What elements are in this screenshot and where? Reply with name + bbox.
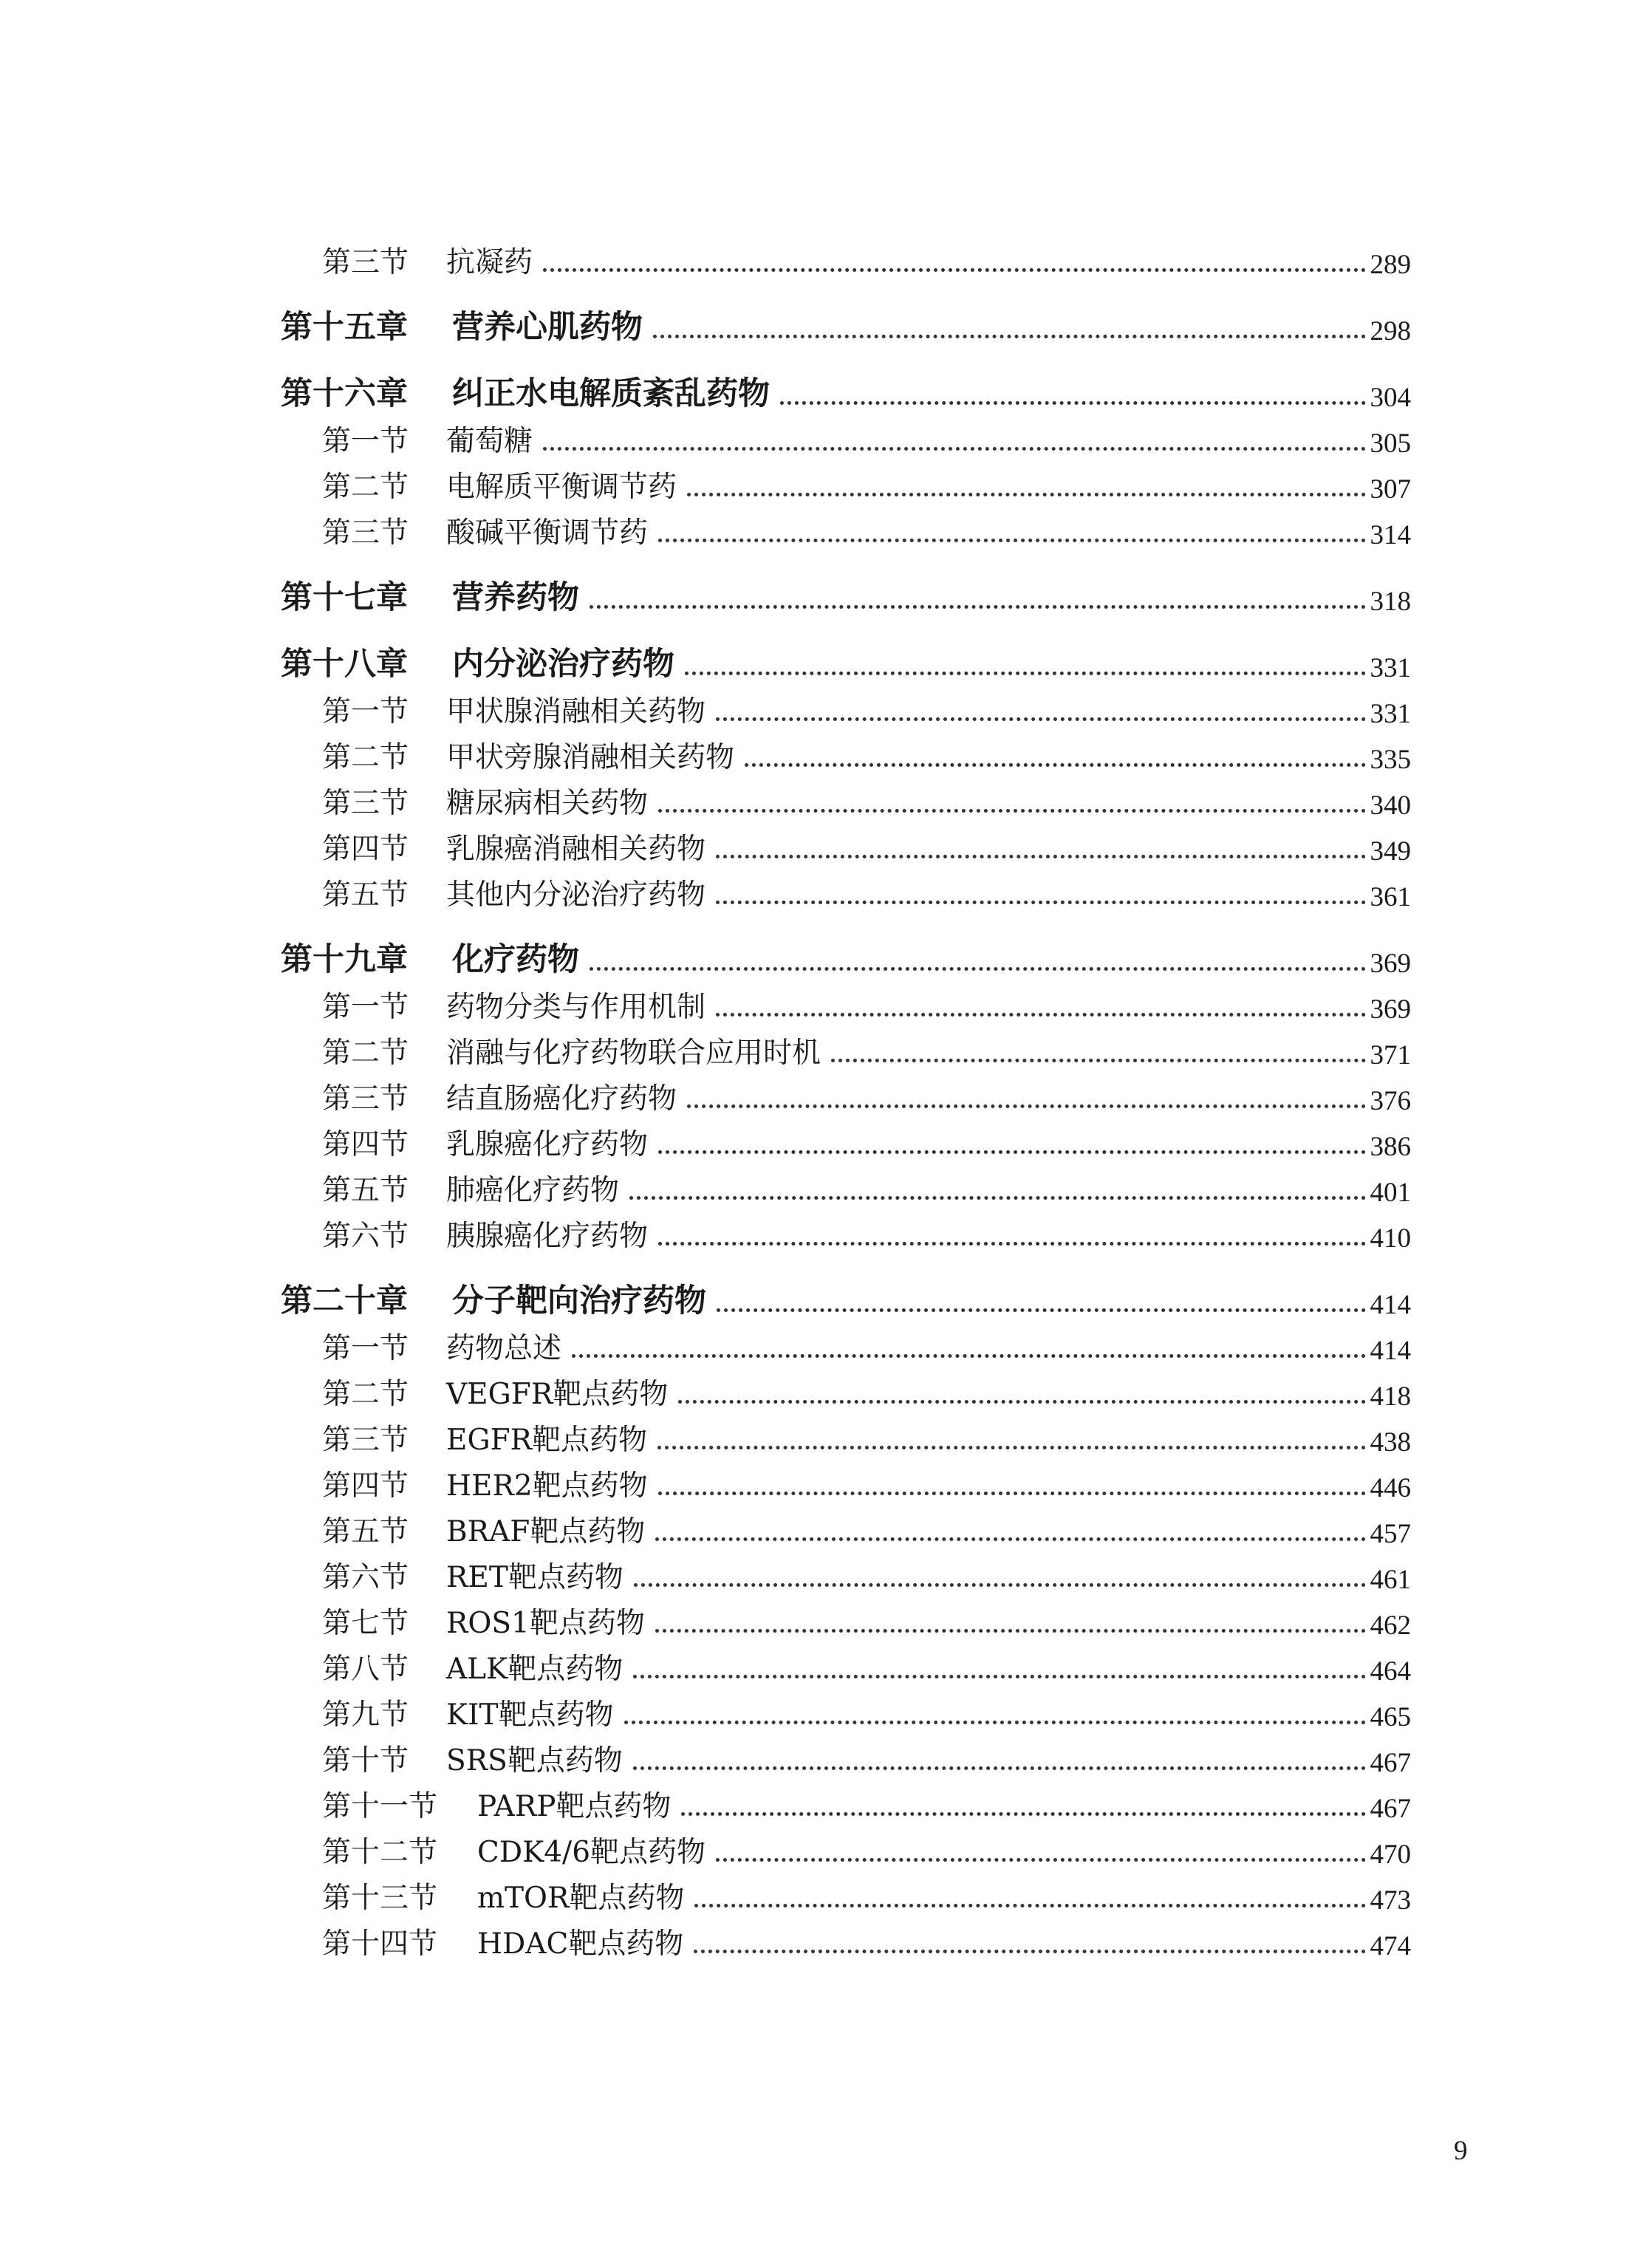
toc-section-entry[interactable] [281, 1733, 1411, 1779]
dot-leader [694, 1950, 1365, 1953]
dot-leader [716, 1858, 1365, 1862]
dot-leader [658, 1242, 1365, 1246]
toc-entry-page: 289 [1370, 250, 1411, 280]
toc-entry-number: 第四节 [322, 833, 409, 866]
toc-entry-page: 462 [1370, 1611, 1411, 1641]
toc-entry-page: 474 [1370, 1931, 1411, 1961]
toc-entry-title: 营养药物 [452, 579, 579, 616]
toc-entry-page: 467 [1370, 1794, 1411, 1824]
toc-entry-page: 438 [1370, 1427, 1411, 1458]
toc-entry-number: 第十七章 [281, 579, 408, 616]
toc-entry-page: 461 [1370, 1565, 1411, 1595]
dot-leader [716, 855, 1365, 858]
toc-entry-number: 第五节 [322, 1515, 409, 1548]
toc-entry-number: 第二节 [322, 1036, 409, 1070]
dot-leader [658, 539, 1365, 542]
toc-entry-title: ALK靶点药物 [446, 1653, 623, 1686]
toc-chapter-entry[interactable] [281, 301, 1411, 347]
toc-entry-title: 胰腺癌化疗药物 [446, 1220, 649, 1253]
dot-leader [681, 1812, 1365, 1816]
toc-entry-title: 甲状旁腺消融相关药物 [446, 741, 735, 774]
dot-leader [658, 1492, 1366, 1495]
toc-entry-number: 第十九章 [281, 941, 408, 978]
toc-entry-number: 第三节 [322, 1082, 409, 1116]
dot-leader [655, 1629, 1366, 1633]
toc-section-entry[interactable] [281, 1071, 1411, 1117]
toc-section-entry[interactable] [281, 1163, 1411, 1209]
toc-entry-page: 371 [1370, 1040, 1411, 1070]
dot-leader [653, 335, 1366, 338]
toc-entry-title: 肺癌化疗药物 [446, 1174, 620, 1207]
toc-entry-page: 361 [1370, 882, 1411, 912]
toc-chapter-entry[interactable] [281, 934, 1411, 980]
dot-leader [657, 1446, 1365, 1449]
toc-entry-number: 第九节 [322, 1698, 409, 1732]
toc-section-entry[interactable] [281, 460, 1411, 505]
toc-entry-page: 331 [1370, 699, 1411, 729]
toc-entry-number: 第三节 [322, 1424, 409, 1457]
toc-entry-title: ROS1靶点药物 [446, 1607, 645, 1640]
toc-entry-number: 第十一节 [322, 1790, 438, 1823]
toc-section-entry[interactable] [281, 1321, 1411, 1367]
toc-entry-number: 第一节 [322, 695, 409, 728]
toc-section-entry[interactable] [281, 1687, 1411, 1733]
toc-section-entry[interactable] [281, 822, 1411, 867]
toc-section-entry[interactable] [281, 1550, 1411, 1596]
toc-entry-number: 第四节 [322, 1469, 409, 1503]
dot-leader [716, 717, 1365, 721]
toc-entry-number: 第一节 [322, 991, 409, 1024]
toc-entry-number: 第二节 [322, 741, 409, 774]
toc-entry-page: 386 [1370, 1132, 1411, 1162]
toc-entry-page: 401 [1370, 1178, 1411, 1208]
dot-leader [633, 1675, 1365, 1678]
toc-section-entry[interactable] [281, 414, 1411, 460]
toc-entry-number: 第十二节 [322, 1836, 438, 1869]
toc-entry-title: 酸碱平衡调节药 [446, 516, 649, 550]
toc-entry-page: 369 [1370, 994, 1411, 1025]
toc-section-entry[interactable] [281, 235, 1411, 281]
toc-entry-page: 307 [1370, 474, 1411, 505]
dot-leader [717, 1308, 1366, 1312]
toc-entry-number: 第二节 [322, 1378, 409, 1411]
toc-entry-title: CDK4/6靶点药物 [477, 1836, 706, 1869]
toc-section-entry[interactable] [281, 1504, 1411, 1550]
toc-entry-number: 第十六章 [281, 375, 408, 412]
toc-entry-page: 470 [1370, 1840, 1411, 1870]
toc-section-entry[interactable] [281, 1025, 1411, 1071]
toc-entry-number: 第三节 [322, 787, 409, 820]
dot-leader [633, 1766, 1366, 1770]
toc-entry-number: 第七节 [322, 1607, 409, 1640]
toc-section-entry[interactable] [281, 1642, 1411, 1687]
toc-section-entry[interactable] [281, 980, 1411, 1025]
toc-entry-title: 葡萄糖 [446, 425, 533, 458]
toc-entry-page: 467 [1370, 1748, 1411, 1778]
toc-entry-number: 第六节 [322, 1561, 409, 1594]
toc-section-entry[interactable] [281, 505, 1411, 551]
toc-entry-title: 结直肠癌化疗药物 [446, 1082, 677, 1116]
toc-entry-title: 消融与化疗药物联合应用时机 [446, 1036, 821, 1070]
toc-entry-number: 第六节 [322, 1220, 409, 1253]
toc-entry-title: 其他内分泌治疗药物 [446, 878, 706, 912]
toc-entry-title: RET靶点药物 [446, 1561, 623, 1594]
toc-entry-page: 465 [1370, 1702, 1411, 1732]
toc-section-entry[interactable] [281, 1596, 1411, 1642]
dot-leader [658, 809, 1365, 813]
toc-entry-number: 第十三节 [322, 1882, 438, 1915]
dot-leader [687, 493, 1365, 496]
toc-chapter-entry[interactable] [281, 638, 1411, 684]
dot-leader [543, 268, 1365, 272]
dot-leader [831, 1059, 1365, 1062]
toc-entry-number: 第八节 [322, 1653, 409, 1686]
toc-entry-title: 药物分类与作用机制 [446, 991, 706, 1024]
toc-entry-page: 446 [1370, 1473, 1411, 1503]
toc-entry-number: 第一节 [322, 1332, 409, 1365]
toc-section-entry[interactable] [281, 1916, 1411, 1962]
toc-section-entry[interactable] [281, 1779, 1411, 1825]
toc-entry-title: 电解质平衡调节药 [446, 471, 677, 504]
dot-leader [655, 1537, 1365, 1541]
toc-entry-number: 第五节 [322, 1174, 409, 1207]
toc-entry-number: 第三节 [322, 246, 409, 279]
toc-entry-page: 331 [1370, 653, 1411, 683]
dot-leader [685, 672, 1366, 675]
toc-entry-number: 第十四节 [322, 1927, 438, 1961]
toc-entry-title: 分子靶向治疗药物 [452, 1282, 706, 1319]
toc-entry-title: 营养心肌药物 [452, 309, 643, 346]
toc-entry-number: 第十五章 [281, 309, 408, 346]
dot-leader [590, 605, 1366, 609]
toc-entry-page: 340 [1370, 790, 1411, 821]
toc-entry-page: 335 [1370, 745, 1411, 775]
dot-leader [629, 1196, 1365, 1200]
dot-leader [716, 1013, 1365, 1017]
toc-entry-title: BRAF靶点药物 [446, 1515, 646, 1548]
toc-entry-title: 化疗药物 [452, 941, 579, 978]
toc-section-entry[interactable] [281, 1413, 1411, 1458]
dot-leader [687, 1104, 1365, 1108]
toc-entry-title: 乳腺癌消融相关药物 [446, 833, 706, 866]
toc-entry-title: 药物总述 [446, 1332, 562, 1365]
dot-leader [780, 401, 1366, 405]
toc-section-entry[interactable] [281, 1117, 1411, 1163]
toc-entry-page: 473 [1370, 1885, 1411, 1916]
toc-section-entry[interactable] [281, 1458, 1411, 1504]
toc-entry-title: 乳腺癌化疗药物 [446, 1128, 649, 1161]
toc-entry-page: 369 [1370, 949, 1411, 979]
toc-entry-number: 第十八章 [281, 646, 408, 683]
dot-leader [678, 1400, 1365, 1404]
dot-leader [658, 1150, 1365, 1154]
toc-section-entry[interactable] [281, 1871, 1411, 1916]
toc-section-entry[interactable] [281, 1367, 1411, 1413]
toc-entry-title: 抗凝药 [446, 246, 533, 279]
toc-entry-page: 318 [1370, 587, 1411, 617]
toc-entry-page: 457 [1370, 1519, 1411, 1549]
dot-leader [694, 1904, 1365, 1907]
toc-entry-number: 第十节 [322, 1744, 409, 1777]
toc-entry-page: 314 [1370, 520, 1411, 550]
toc-entry-title: HER2靶点药物 [446, 1469, 648, 1503]
toc-entry-title: 纠正水电解质紊乱药物 [452, 375, 770, 412]
toc-entry-page: 376 [1370, 1086, 1411, 1116]
toc-entry-number: 第三节 [322, 516, 409, 550]
toc-entry-page: 418 [1370, 1381, 1411, 1412]
toc-entry-title: SRS靶点药物 [446, 1744, 623, 1777]
toc-entry-page: 298 [1370, 316, 1411, 346]
toc-entry-page: 410 [1370, 1223, 1411, 1254]
table-of-contents [281, 235, 1411, 1962]
toc-section-entry[interactable] [281, 730, 1411, 776]
toc-entry-title: HDAC靶点药物 [477, 1927, 684, 1961]
toc-entry-number: 第二十章 [281, 1282, 408, 1319]
toc-entry-number: 第四节 [322, 1128, 409, 1161]
toc-entry-number: 第二节 [322, 471, 409, 504]
dot-leader [745, 763, 1365, 767]
toc-section-entry[interactable] [281, 1825, 1411, 1871]
dot-leader [716, 901, 1365, 904]
dot-leader [624, 1721, 1366, 1724]
toc-entry-page: 414 [1370, 1290, 1411, 1320]
toc-chapter-entry[interactable] [281, 572, 1411, 618]
toc-section-entry[interactable] [281, 867, 1411, 913]
toc-entry-page: 349 [1370, 836, 1411, 867]
toc-section-entry[interactable] [281, 684, 1411, 730]
toc-entry-title: EGFR靶点药物 [446, 1424, 648, 1457]
toc-entry-title: mTOR靶点药物 [477, 1882, 685, 1915]
toc-section-entry[interactable] [281, 776, 1411, 822]
toc-entry-number: 第五节 [322, 878, 409, 912]
toc-entry-title: KIT靶点药物 [446, 1698, 614, 1732]
toc-entry-title: PARP靶点药物 [477, 1790, 672, 1823]
dot-leader [543, 447, 1365, 451]
toc-entry-page: 464 [1370, 1656, 1411, 1687]
toc-entry-title: 甲状腺消融相关药物 [446, 695, 706, 728]
toc-section-entry[interactable] [281, 1209, 1411, 1254]
toc-entry-title: VEGFR靶点药物 [446, 1378, 669, 1411]
toc-chapter-entry[interactable] [281, 1275, 1411, 1321]
toc-entry-title: 内分泌治疗药物 [452, 646, 674, 683]
toc-entry-page: 304 [1370, 383, 1411, 413]
toc-chapter-entry[interactable] [281, 368, 1411, 414]
dot-leader [590, 967, 1366, 971]
page-number: 9 [1454, 2136, 1468, 2166]
toc-entry-number: 第一节 [322, 425, 409, 458]
dot-leader [572, 1354, 1365, 1358]
toc-entry-page: 305 [1370, 428, 1411, 459]
toc-entry-title: 糖尿病相关药物 [446, 787, 649, 820]
dot-leader [634, 1583, 1366, 1587]
toc-entry-page: 414 [1370, 1336, 1411, 1366]
